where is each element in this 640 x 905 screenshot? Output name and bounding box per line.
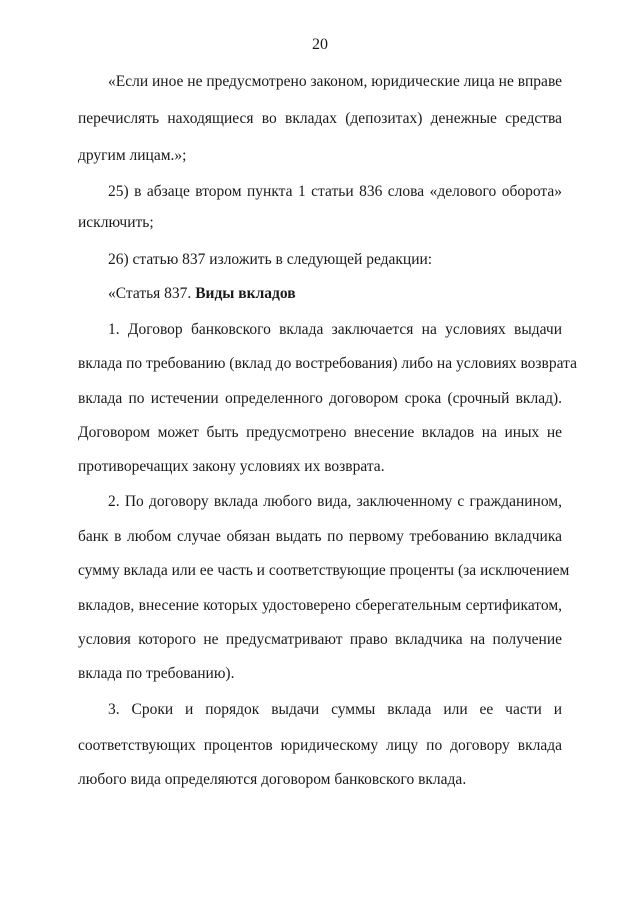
- point-1-line-2: вклада по требованию (вклад до востребования) либо на условиях возврата: [78, 355, 577, 372]
- point-1-line-1: 1. Договор банковского вклада заключается на условиях выдачи: [108, 321, 562, 338]
- article-heading: [108, 284, 296, 304]
- article-prefix: «Статья 837.: [108, 285, 196, 302]
- point-1-line-3: вклада по истечении определенного договором срока (срочный вклад).: [78, 390, 562, 407]
- quote-line-2: перечислять находящиеся во вкладах (депозитах) денежные средства: [78, 110, 562, 127]
- point-3-line-2: соответствующих процентов юридическому лицу по договору вклада: [78, 737, 562, 754]
- point-3-line-1: 3. Сроки и порядок выдачи суммы вклада или ее части и: [108, 701, 562, 718]
- point-2-line-6: вклада по требованию).: [78, 665, 235, 682]
- item-25-line-1: 25) в абзаце втором пункта 1 статьи 836 слова «делового оборота»: [108, 183, 562, 200]
- point-2-line-3: сумму вклада или ее часть и соответствующие проценты (за исключением: [78, 562, 570, 579]
- quote-line-3: другим лицам.»;: [78, 147, 187, 164]
- item-25-line-2: исключить;: [78, 214, 154, 231]
- page-number: 20: [312, 36, 328, 53]
- article-title: Виды вкладов: [195, 285, 296, 302]
- point-2-line-1: 2. По договору вклада любого вида, заключенному с гражданином,: [108, 493, 562, 510]
- point-1-line-5: противоречащих закону условиях их возврата.: [78, 458, 385, 475]
- point-3-line-3: любого вида определяются договором банковского вклада.: [78, 771, 467, 788]
- point-1-line-4: Договором может быть предусмотрено внесение вкладов на иных не: [78, 424, 562, 441]
- point-2-line-2: банк в любом случае обязан выдать по первому требованию вкладчика: [78, 528, 562, 545]
- point-2-line-4: вкладов, внесение которых удостоверено сберегательным сертификатом,: [78, 597, 562, 614]
- item-26-line-1: 26) статью 837 изложить в следующей редакции:: [108, 251, 433, 268]
- point-2-line-5: условия которого не предусматривают право вкладчика на получение: [78, 631, 562, 648]
- quote-line-1: «Если иное не предусмотрено законом, юридические лица не вправе: [108, 73, 563, 90]
